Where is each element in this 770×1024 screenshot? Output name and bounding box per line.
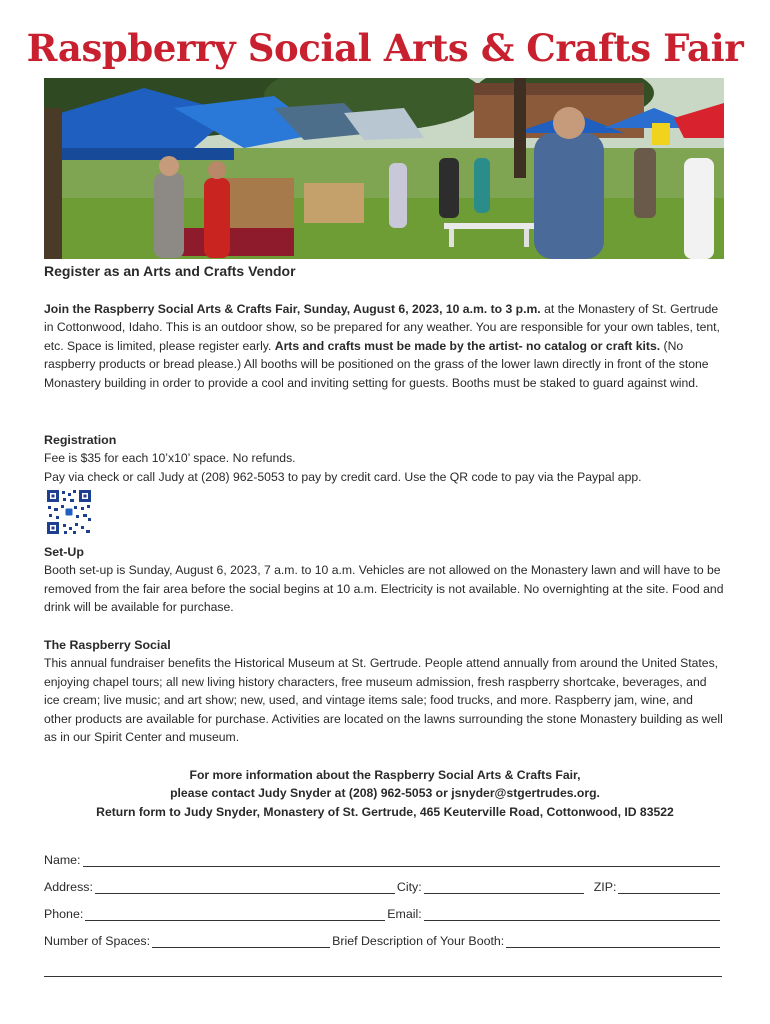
contact-line-2: please contact Judy Snyder at (208) 962-5053 or jsnyder@stgertrudes.org. [170, 786, 600, 801]
contact-block [0, 766, 770, 821]
registration-heading: Registration [44, 433, 117, 447]
intro-paragraph [44, 300, 724, 392]
registration-payment: Pay via check or call Judy at (208) 962-5053 to pay by credit card. Use the QR code to pay via the Paypal app. [44, 469, 642, 484]
social-heading: The Raspberry Social [44, 638, 171, 652]
fair-photo [44, 78, 724, 259]
social-text: This annual fundraiser benefits the Historical Museum at St. Gertrude. People attend annually from around the United States, enjoying chapel tours; all new living history characters, free museum admission, fresh raspberry shortcake, beverages, and ice cream; live music; and art show; new, used, and vintage items sale; food trucks, and more. Raspberry jam, wine, and other products are available for purchase. Activities are located on the lawns surrounding the stone Monastery building as well as in our Spirit Center and museum. [44, 656, 723, 745]
form-row-name [44, 852, 722, 867]
setup-heading: Set-Up [44, 545, 84, 559]
city-label: City: [396, 880, 422, 894]
paypal-qr-code-icon[interactable] [46, 489, 92, 535]
booth-description-line[interactable] [44, 976, 722, 977]
phone-field[interactable] [85, 906, 385, 921]
page-title: Raspberry Social Arts & Crafts Fair [26, 26, 744, 70]
form-row-address [44, 879, 722, 894]
address-label: Address: [44, 880, 93, 894]
intro-text-2: (No raspberry products or bread please.) All booths will be positioned on the grass of the lower lawn directly in front of the stone Monastery building in order to provide a cool and inviting setting for guests. Booths must be staked to guard against wind. [44, 338, 709, 390]
section-heading: Register as an Arts and Crafts Vendor [44, 263, 296, 279]
intro-text-1: at the Monastery of St. Gertrude in Cottonwood, Idaho. This is an outdoor show, so be prepared for any weather. You are responsible for your own tables, tent, etc. Space is limited, please register early. [44, 302, 720, 353]
intro-bold-date: Join the Raspberry Social Arts & Crafts Fair, Sunday, August 6, 2023, 10 a.m. to 3 p.m. [44, 302, 541, 316]
registration-fee: Fee is $35 for each 10’x10’ space. No refunds. [44, 451, 296, 466]
email-label: Email: [387, 907, 422, 921]
booth-field[interactable] [506, 933, 720, 948]
city-field[interactable] [424, 879, 584, 894]
form-row-spaces [44, 933, 722, 948]
email-field[interactable] [424, 906, 720, 921]
intro-bold-rule: Arts and crafts must be made by the artist- no catalog or craft kits. [274, 338, 661, 353]
contact-line-1: For more information about the Raspberry Social Arts & Crafts Fair, [189, 768, 581, 782]
address-field[interactable] [95, 879, 395, 894]
booth-label: Brief Description of Your Booth: [332, 934, 505, 948]
form-row-phone [44, 906, 722, 921]
zip-field[interactable] [618, 879, 720, 894]
name-field[interactable] [83, 852, 721, 867]
contact-line-3: Return form to Judy Snyder, Monastery of St. Gertrude, 465 Keuterville Road, Cottonwood, ID 83522 [96, 804, 674, 819]
zip-label: ZIP: [593, 880, 617, 894]
phone-label: Phone: [44, 907, 84, 921]
social-section [44, 636, 724, 746]
setup-section [44, 543, 724, 617]
spaces-label: Number of Spaces: [44, 934, 151, 948]
spaces-field[interactable] [152, 933, 330, 948]
registration-section [44, 431, 724, 486]
name-label: Name: [44, 853, 81, 867]
setup-text: Booth set-up is Sunday, August 6, 2023, 7 a.m. to 10 a.m. Vehicles are not allowed on the Monastery lawn and will have to be removed from the fair area before the social begins at 10 a.m. Electricity is not available. No overnighting at the site. Food and drink will be available for purchase. [44, 563, 724, 615]
